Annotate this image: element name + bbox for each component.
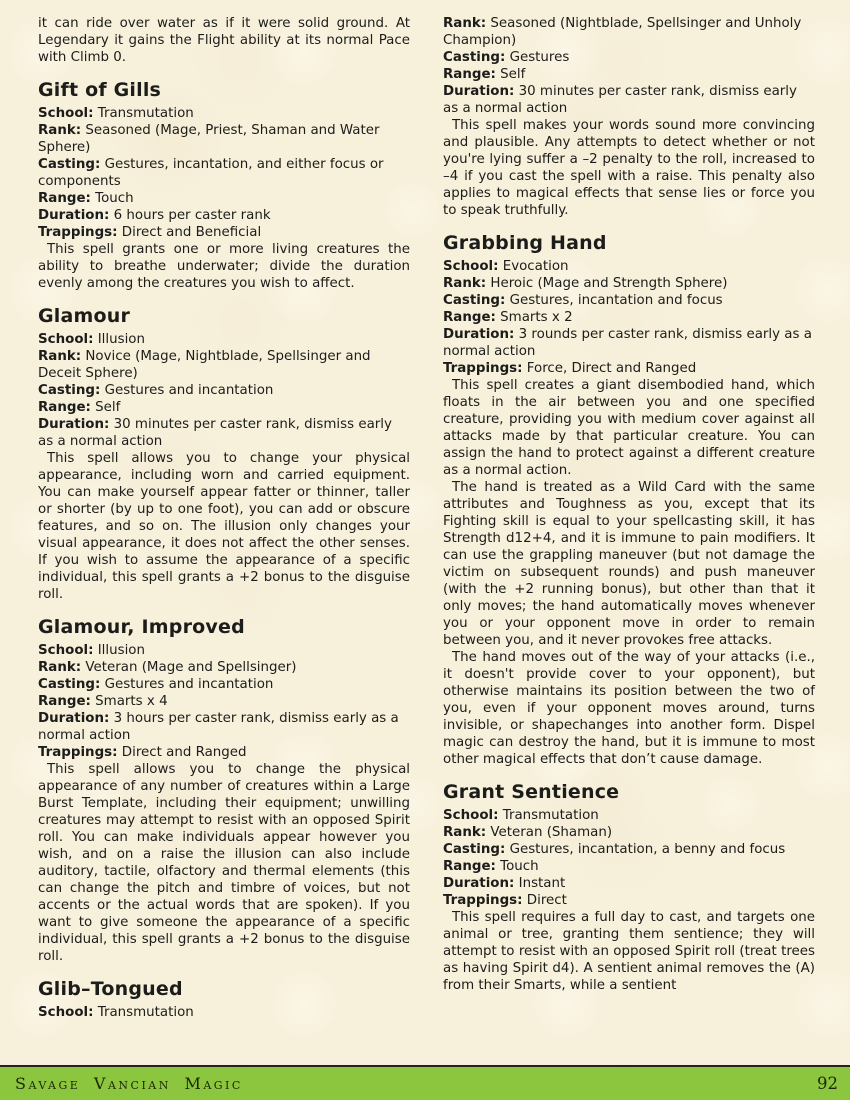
stat-value: 30 minutes per caster rank, dismiss early as a normal action	[443, 84, 797, 116]
stat-value: Instant	[518, 876, 566, 891]
body-paragraph: This spell allows you to change your physical appearance, including worn and carried equipment. You can make yourself appear fatter or thinner, taller or shorter (by up to one foot), you can add or obscure features, and so on. The illusion only changes your visual appearance, it does not affect the other senses. If you wish to assume the appearance of a specific individual, this spell grants a +2 bonus to the disguise roll.	[38, 451, 410, 602]
stat-label: Rank:	[443, 276, 487, 291]
stat-label: Range:	[38, 191, 91, 206]
spell-stat-line	[38, 399, 410, 416]
stat-label: Rank:	[38, 349, 82, 364]
stat-label: Rank:	[443, 825, 487, 840]
stat-value: Smarts x 2	[500, 310, 573, 325]
spell-stat-line	[443, 807, 815, 824]
spell-stat-line	[38, 331, 410, 348]
spell-stat-line	[38, 224, 410, 241]
spell-stat-line	[443, 66, 815, 83]
body-paragraph: The hand moves out of the way of your attacks (i.e., it doesn't provide cover to your opponent), but otherwise maintains its position between the two of you, even if your opponent moves around, turns invisible, or shapechanges into another form. Dispel magic can destroy the hand, but it is immune to most other magical effects that don’t cause damage.	[443, 650, 815, 767]
stat-label: Range:	[443, 310, 496, 325]
spell-stat-line	[38, 710, 410, 744]
spell-stat-line	[443, 892, 815, 909]
spell-stat-line	[443, 875, 815, 892]
spell-stat-line	[443, 15, 815, 49]
stat-value: Veteran (Mage and Spellsinger)	[85, 660, 297, 675]
spell-stat-line	[443, 275, 815, 292]
stat-value: Gestures, incantation, and either focus or components	[38, 157, 384, 189]
stat-label: Casting:	[38, 677, 101, 692]
stat-label: School:	[38, 1005, 94, 1020]
body-paragraph: This spell allows you to change the physical appearance of any number of creatures within a Large Burst Template, including their equipment; unwilling creatures may attempt to resist with an opposed Spirit roll. You can make individuals appear however you wish, and on a raise the illusion can also include auditory, tactile, olfactory and thermal elements (this can change the pitch and timbre of voices, but not accents or the actual words that are spoken). If you want to give someone the appearance of a specific individual, this spell grants a +2 bonus to the disguise roll.	[38, 762, 410, 964]
stat-value: Transmutation	[97, 1005, 194, 1020]
stat-label: Range:	[443, 67, 496, 82]
stat-value: Evocation	[502, 259, 569, 274]
spell-stat-line	[38, 382, 410, 399]
stat-label: Casting:	[443, 50, 506, 65]
spell-stat-line	[443, 258, 815, 275]
spell-stat-line	[38, 207, 410, 224]
spell-stat-line	[443, 49, 815, 66]
stat-value: Gestures, incantation and focus	[509, 293, 723, 308]
body-paragraph: it can ride over water as if it were solid ground. At Legendary it gains the Flight ability at its normal Pace with Climb 0.	[38, 16, 410, 65]
stat-label: Rank:	[443, 16, 487, 31]
spell-stat-line	[443, 292, 815, 309]
right-column	[443, 15, 815, 1021]
stat-label: Duration:	[38, 711, 110, 726]
stat-label: Trappings:	[443, 893, 523, 908]
stat-label: Rank:	[38, 123, 82, 138]
spell-stat-line	[38, 642, 410, 659]
stat-value: Seasoned (Nightblade, Spellsinger and Unholy Champion)	[443, 16, 802, 48]
stat-label: Duration:	[443, 84, 515, 99]
spell-stat-line	[443, 824, 815, 841]
page-content	[38, 15, 815, 1021]
stat-label: Casting:	[443, 293, 506, 308]
stat-label: Trappings:	[443, 361, 523, 376]
spell-stat-line	[38, 744, 410, 761]
stat-value: Novice (Mage, Nightblade, Spellsinger and Deceit Sphere)	[38, 349, 371, 381]
stat-label: Duration:	[443, 876, 515, 891]
spell-stat-line	[443, 326, 815, 360]
footer-book-title: Savage Vancian Magic	[15, 1074, 243, 1093]
stat-label: Range:	[443, 859, 496, 874]
spell-stat-line	[38, 693, 410, 710]
spell-stat-line	[38, 105, 410, 122]
spell-stat-line	[38, 1004, 410, 1021]
spell-stat-line	[443, 841, 815, 858]
stat-label: Rank:	[38, 660, 82, 675]
spell-heading: Glamour, Improved	[38, 616, 245, 638]
stat-value: 6 hours per caster rank	[113, 208, 271, 223]
spell-stat-line	[38, 190, 410, 207]
stat-value: Smarts x 4	[95, 694, 168, 709]
stat-label: Duration:	[443, 327, 515, 342]
stat-value: Touch	[500, 859, 539, 874]
stat-value: 30 minutes per caster rank, dismiss early as a normal action	[38, 417, 392, 449]
spell-stat-line	[38, 156, 410, 190]
body-paragraph: The hand is treated as a Wild Card with the same attributes and Toughness as you, except that its Fighting skill is equal to your spellcasting skill, it has Strength d12+4, and it is immune to pain modifiers. It can use the grappling maneuver (but not damage the victim on subsequent rounds) and push maneuver (with the +2 running bonus), but other than that it only moves; the hand automatically moves whenever you or your opponent move in order to remain between you, and it never provokes free attacks.	[443, 480, 815, 648]
page-footer	[0, 1065, 850, 1100]
stat-label: Casting:	[38, 383, 101, 398]
spell-stat-line	[443, 360, 815, 377]
spell-heading: Glib–Tongued	[38, 978, 183, 1000]
stat-value: Gestures and incantation	[104, 677, 274, 692]
body-paragraph: This spell grants one or more living creatures the ability to breathe underwater; divide the duration evenly among the creatures you wish to affect.	[38, 242, 410, 291]
stat-value: Direct and Beneficial	[121, 225, 262, 240]
stat-value: Heroic (Mage and Strength Sphere)	[490, 276, 728, 291]
stat-value: Direct and Ranged	[121, 745, 247, 760]
stat-label: School:	[38, 106, 94, 121]
stat-label: School:	[443, 808, 499, 823]
stat-label: Trappings:	[38, 225, 118, 240]
spell-stat-line	[443, 858, 815, 875]
stat-label: School:	[38, 332, 94, 347]
spell-heading: Grabbing Hand	[443, 232, 607, 254]
stat-value: Gestures	[509, 50, 570, 65]
stat-value: Transmutation	[97, 106, 194, 121]
stat-value: Gestures and incantation	[104, 383, 274, 398]
spell-stat-line	[38, 676, 410, 693]
stat-value: Self	[500, 67, 526, 82]
stat-label: Casting:	[38, 157, 101, 172]
spell-stat-line	[443, 83, 815, 117]
spell-stat-line	[38, 122, 410, 156]
left-column	[38, 15, 410, 1021]
stat-value: Illusion	[97, 643, 145, 658]
stat-label: Casting:	[443, 842, 506, 857]
stat-label: Trappings:	[38, 745, 118, 760]
spell-stat-line	[38, 416, 410, 450]
spell-stat-line	[38, 659, 410, 676]
stat-label: Duration:	[38, 208, 110, 223]
stat-value: Illusion	[97, 332, 145, 347]
stat-value: Seasoned (Mage, Priest, Shaman and Water Sphere)	[38, 123, 380, 155]
stat-value: Touch	[95, 191, 134, 206]
stat-value: Gestures, incantation, a benny and focus	[509, 842, 786, 857]
stat-value: 3 hours per caster rank, dismiss early as a normal action	[38, 711, 399, 743]
stat-label: School:	[38, 643, 94, 658]
spell-stat-line	[443, 309, 815, 326]
stat-label: Duration:	[38, 417, 110, 432]
spell-stat-line	[38, 348, 410, 382]
spell-heading: Gift of Gills	[38, 79, 162, 101]
stat-label: Range:	[38, 694, 91, 709]
body-paragraph: This spell makes your words sound more convincing and plausible. Any attempts to detect whether or not you're lying suffer a –2 penalty to the roll, increased to –4 if you cast the spell with a raise. This penalty also applies to magical effects that sense lies or force you to speak truthfully.	[443, 118, 815, 218]
stat-value: Force, Direct and Ranged	[526, 361, 697, 376]
stat-value: 3 rounds per caster rank, dismiss early as a normal action	[443, 327, 812, 359]
stat-value: Self	[95, 400, 121, 415]
stat-label: Range:	[38, 400, 91, 415]
stat-value: Direct	[526, 893, 567, 908]
footer-page-number: 92	[817, 1074, 838, 1093]
stat-value: Transmutation	[502, 808, 599, 823]
spell-heading: Glamour	[38, 305, 131, 327]
stat-value: Veteran (Shaman)	[490, 825, 613, 840]
stat-label: School:	[443, 259, 499, 274]
body-paragraph: This spell requires a full day to cast, and targets one animal or tree, granting them sentience; they will attempt to resist with an opposed Spirit roll (treat trees as having Spirit d4). A sentient animal removes the (A) from their Smarts, while a sentient	[443, 910, 815, 993]
spell-heading: Grant Sentience	[443, 781, 620, 803]
body-paragraph: This spell creates a giant disembodied hand, which floats in the air between you and one specified creature, providing you with medium cover against all attacks made by that particular creature. You can assign the hand to protect against a different creature as a normal action.	[443, 378, 815, 478]
